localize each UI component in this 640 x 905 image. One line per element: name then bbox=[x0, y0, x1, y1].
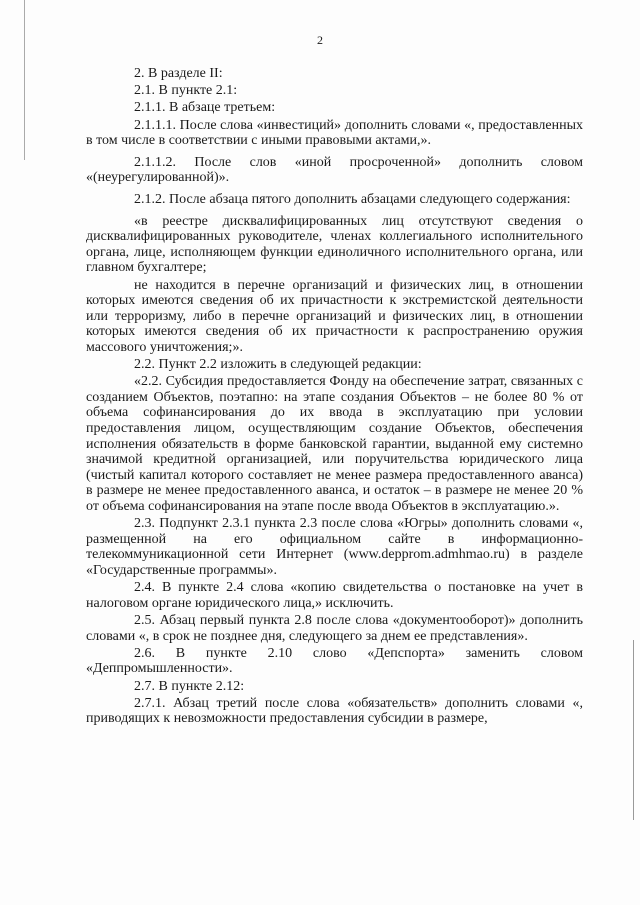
paragraph-2-2: 2.2. Пункт 2.2 изложить в следующей редакции: bbox=[134, 357, 422, 373]
paragraph-2-1-1: 2.1.1. В абзаце третьем: bbox=[134, 100, 276, 116]
page-number: 2 bbox=[317, 33, 323, 47]
scan-edge-mark-right bbox=[633, 640, 634, 820]
paragraph-section-ii: 2. В разделе II: bbox=[134, 66, 223, 81]
paragraph-2-5: 2.5. Абзац первый пункта 2.8 после слова «документооборот)» дополнить словами «, в срок не позднее дня, следующего за днем ее представления». bbox=[86, 612, 583, 644]
document-body bbox=[86, 66, 583, 728]
paragraph-2-6: 2.6. В пункте 2.10 слово «Депспорта» заменить словом «Деппромышленности». bbox=[86, 645, 583, 677]
paragraph-2-1-1-1: 2.1.1.1. После слова «инвестиций» дополнить словами «, предоставленных в том числе в соответствии с иными правовыми актами,». bbox=[86, 117, 583, 149]
paragraph-2-7-1: 2.7.1. Абзац третий после слова «обязательств» дополнить словами «, приводящих к невозможности предоставления субсидии в размере, bbox=[86, 695, 583, 727]
paragraph-2-2-text: «2.2. Субсидия предоставляется Фонду на обеспечение затрат, связанных с созданием Объектов, поэтапно: на этапе создания Объектов – не более 80 % от объема софинансирования до их ввода в эксплуатацию при условии предоставления лицом, осуществляющим создание Объектов, обеспечения исполнения обязательств в форме банковской гарантии, выданной ему системно значимой кредитной организацией, или поручительства юридического лица (чистый капитал которого составляет не менее размера предоставленного аванса) в размере не менее предоставленного аванса, и остаток – в размере не менее 20 % от объема софинансирования на этапе после ввода Объектов в эксплуатацию.». bbox=[86, 374, 583, 514]
paragraph-2-1-2: 2.1.2. После абзаца пятого дополнить абзацами следующего содержания: bbox=[134, 191, 571, 207]
paragraph-2-1: 2.1. В пункте 2.1: bbox=[134, 83, 238, 99]
paragraph-quote-extremism: не находится в перечне организаций и физических лиц, в отношении которых имеются сведения об их причастности к экстремистской деятельности или терроризму, либо в перечне организаций и физических лиц, в отношении которых имеются сведения об их причастности к распространению оружия массового уничтожения;». bbox=[86, 277, 583, 355]
paragraph-2-7: 2.7. В пункте 2.12: bbox=[134, 678, 245, 694]
paragraph-quote-registry: «в реестре дисквалифицированных лиц отсутствуют сведения о дисквалифицированных руководителе, членах коллегиального исполнительного органа, лице, исполняющем функции единоличного исполнительного органа, или главном бухгалтере; bbox=[86, 213, 583, 276]
paragraph-2-1-1-2: 2.1.1.2. После слов «иной просроченной» дополнить словом «(неурегулированной)». bbox=[86, 154, 583, 186]
scan-edge-mark bbox=[24, 0, 25, 160]
paragraph-2-4: 2.4. В пункте 2.4 слова «копию свидетельства о постановке на учет в налоговом органе юридического лица,» исключить. bbox=[86, 580, 583, 611]
paragraph-2-3: 2.3. Подпункт 2.3.1 пункта 2.3 после слова «Югры» дополнить словами «, размещенной на его официальном сайте в информационно-телекоммуникационной сети Интернет (www.depprom.admhmao.ru) в разделе «Государственные программы». bbox=[86, 516, 583, 578]
